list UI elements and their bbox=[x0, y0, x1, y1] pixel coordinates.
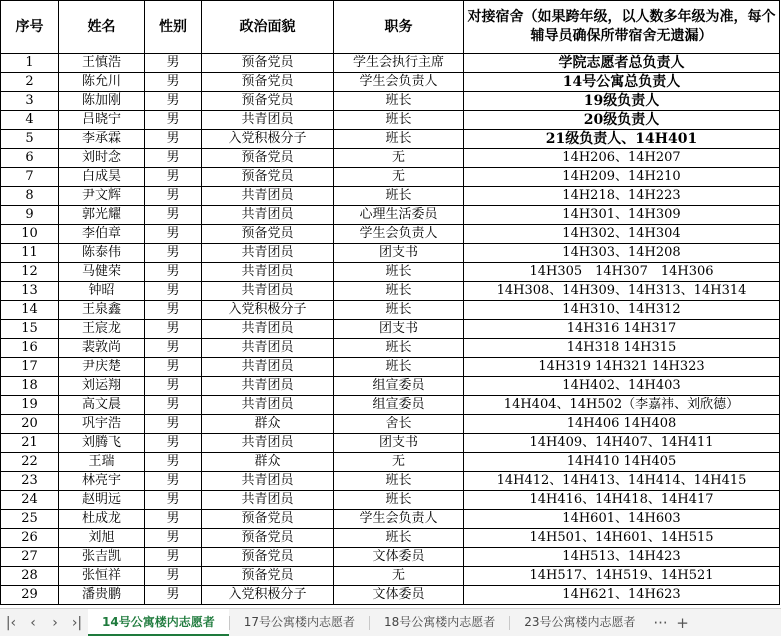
cell-position[interactable]: 班长 bbox=[334, 130, 464, 149]
cell-index[interactable]: 7 bbox=[1, 168, 59, 187]
tab-sheet-14[interactable]: 14号公寓楼内志愿者 bbox=[88, 609, 229, 636]
cell-name[interactable]: 尹庆楚 bbox=[59, 358, 145, 377]
cell-index[interactable]: 3 bbox=[1, 92, 59, 111]
cell-political-status[interactable]: 预备党员 bbox=[202, 54, 334, 73]
cell-position[interactable]: 班长 bbox=[334, 111, 464, 130]
header-index[interactable]: 序号 bbox=[1, 1, 59, 54]
header-row bbox=[1, 1, 780, 54]
cell-gender[interactable]: 男 bbox=[145, 472, 202, 491]
cell-index[interactable]: 26 bbox=[1, 529, 59, 548]
cell-name[interactable]: 吕晓宁 bbox=[59, 111, 145, 130]
cell-index[interactable]: 13 bbox=[1, 282, 59, 301]
cell-gender[interactable]: 男 bbox=[145, 187, 202, 206]
cell-gender[interactable]: 男 bbox=[145, 396, 202, 415]
cell-name[interactable]: 裴敦尚 bbox=[59, 339, 145, 358]
table-row bbox=[1, 567, 780, 586]
cell-dorm[interactable]: 14H501、14H601、14H515 bbox=[464, 529, 780, 548]
cell-dorm[interactable]: 14H310、14H312 bbox=[464, 301, 780, 320]
cell-name[interactable]: 张吉凯 bbox=[59, 548, 145, 567]
cell-dorm[interactable]: 14H218、14H223 bbox=[464, 187, 780, 206]
more-sheets-icon[interactable]: ··· bbox=[653, 613, 668, 632]
cell-gender[interactable]: 男 bbox=[145, 130, 202, 149]
table-row bbox=[1, 510, 780, 529]
cell-political-status[interactable]: 预备党员 bbox=[202, 92, 334, 111]
cell-dorm[interactable]: 14H402、14H403 bbox=[464, 377, 780, 396]
header-name[interactable]: 姓名 bbox=[59, 1, 145, 54]
cell-name[interactable]: 巩宇浩 bbox=[59, 415, 145, 434]
cell-position[interactable]: 组宣委员 bbox=[334, 396, 464, 415]
cell-dorm[interactable]: 14H513、14H423 bbox=[464, 548, 780, 567]
cell-gender[interactable]: 男 bbox=[145, 415, 202, 434]
tab-sheet-17[interactable]: 17号公寓楼内志愿者 bbox=[243, 615, 355, 629]
cell-name[interactable]: 林亮宇 bbox=[59, 472, 145, 491]
header-political-status[interactable]: 政治面貌 bbox=[202, 1, 334, 54]
cell-dorm[interactable]: 14H409、14H407、14H411 bbox=[464, 434, 780, 453]
cell-dorm[interactable]: 14H406 14H408 bbox=[464, 415, 780, 434]
cell-position[interactable]: 班长 bbox=[334, 358, 464, 377]
next-sheet-icon[interactable]: › bbox=[52, 614, 58, 631]
cell-gender[interactable]: 男 bbox=[145, 491, 202, 510]
cell-gender[interactable]: 男 bbox=[145, 358, 202, 377]
cell-political-status[interactable]: 共青团员 bbox=[202, 358, 334, 377]
table-row bbox=[1, 339, 780, 358]
cell-position[interactable]: 心理生活委员 bbox=[334, 206, 464, 225]
cell-gender[interactable]: 男 bbox=[145, 320, 202, 339]
cell-index[interactable]: 24 bbox=[1, 491, 59, 510]
cell-index[interactable]: 25 bbox=[1, 510, 59, 529]
cell-dorm[interactable]: 20级负责人 bbox=[464, 111, 780, 130]
table-row bbox=[1, 415, 780, 434]
cell-dorm[interactable]: 14H319 14H321 14H323 bbox=[464, 358, 780, 377]
cell-dorm[interactable]: 14H316 14H317 bbox=[464, 320, 780, 339]
add-sheet-icon[interactable]: + bbox=[676, 613, 689, 632]
cell-political-status[interactable]: 共青团员 bbox=[202, 263, 334, 282]
cell-political-status[interactable]: 共青团员 bbox=[202, 320, 334, 339]
cell-political-status[interactable]: 预备党员 bbox=[202, 548, 334, 567]
cell-index[interactable]: 2 bbox=[1, 73, 59, 92]
cell-gender[interactable]: 男 bbox=[145, 567, 202, 586]
table-row bbox=[1, 73, 780, 92]
table-row bbox=[1, 225, 780, 244]
cell-gender[interactable]: 男 bbox=[145, 529, 202, 548]
cell-name[interactable]: 赵明远 bbox=[59, 491, 145, 510]
cell-dorm[interactable]: 14H318 14H315 bbox=[464, 339, 780, 358]
cell-gender[interactable]: 男 bbox=[145, 586, 202, 605]
cell-political-status[interactable]: 共青团员 bbox=[202, 491, 334, 510]
table-row bbox=[1, 491, 780, 510]
table-row bbox=[1, 396, 780, 415]
cell-gender[interactable]: 男 bbox=[145, 263, 202, 282]
cell-political-status[interactable]: 共青团员 bbox=[202, 339, 334, 358]
cell-position[interactable]: 文体委员 bbox=[334, 586, 464, 605]
cell-index[interactable]: 19 bbox=[1, 396, 59, 415]
cell-position[interactable]: 舍长 bbox=[334, 415, 464, 434]
cell-position[interactable]: 无 bbox=[334, 567, 464, 586]
cell-political-status[interactable]: 入党积极分子 bbox=[202, 301, 334, 320]
header-gender[interactable]: 性别 bbox=[145, 1, 202, 54]
cell-dorm[interactable]: 14H308、14H309、14H313、14H314 bbox=[464, 282, 780, 301]
cell-gender[interactable]: 男 bbox=[145, 339, 202, 358]
cell-gender[interactable]: 男 bbox=[145, 111, 202, 130]
cell-name[interactable]: 王泉鑫 bbox=[59, 301, 145, 320]
cell-position[interactable]: 班长 bbox=[334, 282, 464, 301]
cell-position[interactable]: 班长 bbox=[334, 529, 464, 548]
cell-political-status[interactable]: 共青团员 bbox=[202, 187, 334, 206]
cell-position[interactable]: 无 bbox=[334, 168, 464, 187]
cell-political-status[interactable]: 群众 bbox=[202, 415, 334, 434]
table-row bbox=[1, 244, 780, 263]
cell-index[interactable]: 12 bbox=[1, 263, 59, 282]
cell-name[interactable]: 钟昭 bbox=[59, 282, 145, 301]
cell-name[interactable]: 陈加刚 bbox=[59, 92, 145, 111]
cell-name[interactable]: 潘贵鹏 bbox=[59, 586, 145, 605]
cell-dorm[interactable]: 14H621、14H623 bbox=[464, 586, 780, 605]
cell-political-status[interactable]: 共青团员 bbox=[202, 206, 334, 225]
cell-name[interactable]: 刘腾飞 bbox=[59, 434, 145, 453]
cell-name[interactable]: 高文晨 bbox=[59, 396, 145, 415]
cell-political-status[interactable]: 预备党员 bbox=[202, 529, 334, 548]
cell-position[interactable]: 班长 bbox=[334, 92, 464, 111]
table-row bbox=[1, 358, 780, 377]
cell-political-status[interactable]: 预备党员 bbox=[202, 567, 334, 586]
cell-position[interactable]: 班长 bbox=[334, 263, 464, 282]
table-row bbox=[1, 92, 780, 111]
cell-index[interactable]: 11 bbox=[1, 244, 59, 263]
cell-dorm[interactable]: 学院志愿者总负责人 bbox=[464, 54, 780, 73]
cell-gender[interactable]: 男 bbox=[145, 510, 202, 529]
cell-position[interactable]: 学生会执行主席 bbox=[334, 54, 464, 73]
cell-name[interactable]: 李承霖 bbox=[59, 130, 145, 149]
cell-political-status[interactable]: 共青团员 bbox=[202, 377, 334, 396]
table-row bbox=[1, 168, 780, 187]
table-row bbox=[1, 586, 780, 605]
cell-index[interactable]: 15 bbox=[1, 320, 59, 339]
cell-name[interactable]: 郭光耀 bbox=[59, 206, 145, 225]
cell-gender[interactable]: 男 bbox=[145, 92, 202, 111]
cell-dorm[interactable]: 14H209、14H210 bbox=[464, 168, 780, 187]
cell-gender[interactable]: 男 bbox=[145, 244, 202, 263]
last-sheet-icon[interactable]: ›| bbox=[71, 614, 83, 631]
cell-position[interactable]: 文体委员 bbox=[334, 548, 464, 567]
cell-name[interactable]: 马健荣 bbox=[59, 263, 145, 282]
header-dorm[interactable]: 对接宿舍（如果跨年级，以人数多年级为准，每个辅导员确保所带宿舍无遗漏） bbox=[464, 1, 780, 54]
cell-dorm[interactable]: 21级负责人、14H401 bbox=[464, 130, 780, 149]
cell-gender[interactable]: 男 bbox=[145, 149, 202, 168]
cell-position[interactable]: 团支书 bbox=[334, 320, 464, 339]
cell-position[interactable]: 无 bbox=[334, 453, 464, 472]
first-sheet-icon[interactable]: |‹ bbox=[5, 614, 17, 631]
cell-name[interactable]: 刘运翔 bbox=[59, 377, 145, 396]
cell-dorm[interactable]: 14H601、14H603 bbox=[464, 510, 780, 529]
cell-dorm[interactable]: 14H305 14H307 14H306 bbox=[464, 263, 780, 282]
table-row bbox=[1, 187, 780, 206]
cell-gender[interactable]: 男 bbox=[145, 168, 202, 187]
cell-name[interactable]: 王宸龙 bbox=[59, 320, 145, 339]
cell-dorm[interactable]: 14H412、14H413、14H414、14H415 bbox=[464, 472, 780, 491]
table-row bbox=[1, 282, 780, 301]
table-row bbox=[1, 434, 780, 453]
cell-gender[interactable]: 男 bbox=[145, 73, 202, 92]
cell-name[interactable]: 王瑞 bbox=[59, 453, 145, 472]
cell-index[interactable]: 1 bbox=[1, 54, 59, 73]
cell-political-status[interactable]: 入党积极分子 bbox=[202, 586, 334, 605]
table-row bbox=[1, 149, 780, 168]
table-row bbox=[1, 130, 780, 149]
cell-dorm[interactable]: 14号公寓总负责人 bbox=[464, 73, 780, 92]
table-row bbox=[1, 453, 780, 472]
cell-dorm[interactable]: 19级负责人 bbox=[464, 92, 780, 111]
cell-position[interactable]: 学生会负责人 bbox=[334, 510, 464, 529]
cell-political-status[interactable]: 群众 bbox=[202, 453, 334, 472]
cell-index[interactable]: 18 bbox=[1, 377, 59, 396]
cell-dorm[interactable]: 14H302、14H304 bbox=[464, 225, 780, 244]
cell-index[interactable]: 21 bbox=[1, 434, 59, 453]
cell-position[interactable]: 班长 bbox=[334, 187, 464, 206]
table-row bbox=[1, 529, 780, 548]
cell-political-status[interactable]: 入党积极分子 bbox=[202, 130, 334, 149]
cell-dorm[interactable]: 14H303、14H208 bbox=[464, 244, 780, 263]
cell-political-status[interactable]: 共青团员 bbox=[202, 282, 334, 301]
cell-dorm[interactable]: 14H404、14H502（李嘉祎、刘欣德） bbox=[464, 396, 780, 415]
cell-position[interactable]: 班长 bbox=[334, 301, 464, 320]
cell-political-status[interactable]: 共青团员 bbox=[202, 244, 334, 263]
cell-name[interactable]: 李伯章 bbox=[59, 225, 145, 244]
cell-position[interactable]: 无 bbox=[334, 149, 464, 168]
cell-dorm[interactable]: 14H301、14H309 bbox=[464, 206, 780, 225]
cell-gender[interactable]: 男 bbox=[145, 54, 202, 73]
table-row bbox=[1, 206, 780, 225]
cell-position[interactable]: 学生会负责人 bbox=[334, 73, 464, 92]
cell-dorm[interactable]: 14H517、14H519、14H521 bbox=[464, 567, 780, 586]
cell-position[interactable]: 班长 bbox=[334, 339, 464, 358]
cell-name[interactable]: 陈泰伟 bbox=[59, 244, 145, 263]
table-row bbox=[1, 320, 780, 339]
cell-political-status[interactable]: 预备党员 bbox=[202, 73, 334, 92]
cell-position[interactable]: 组宣委员 bbox=[334, 377, 464, 396]
cell-index[interactable]: 14 bbox=[1, 301, 59, 320]
tab-sheet-18[interactable]: 18号公寓楼内志愿者 bbox=[383, 615, 496, 629]
cell-political-status[interactable]: 共青团员 bbox=[202, 472, 334, 491]
cell-name[interactable]: 刘时念 bbox=[59, 149, 145, 168]
cell-position[interactable]: 学生会负责人 bbox=[334, 225, 464, 244]
table-row bbox=[1, 377, 780, 396]
cell-index[interactable]: 16 bbox=[1, 339, 59, 358]
cell-index[interactable]: 8 bbox=[1, 187, 59, 206]
cell-political-status[interactable]: 共青团员 bbox=[202, 396, 334, 415]
cell-gender[interactable]: 男 bbox=[145, 301, 202, 320]
header-position[interactable]: 职务 bbox=[334, 1, 464, 54]
cell-dorm[interactable]: 14H416、14H418、14H417 bbox=[464, 491, 780, 510]
cell-index[interactable]: 28 bbox=[1, 567, 59, 586]
cell-position[interactable]: 团支书 bbox=[334, 434, 464, 453]
cell-political-status[interactable]: 预备党员 bbox=[202, 510, 334, 529]
cell-index[interactable]: 10 bbox=[1, 225, 59, 244]
table-row bbox=[1, 263, 780, 282]
prev-sheet-icon[interactable]: ‹ bbox=[30, 614, 36, 631]
cell-political-status[interactable]: 共青团员 bbox=[202, 434, 334, 453]
cell-name[interactable]: 杜成龙 bbox=[59, 510, 145, 529]
cell-gender[interactable]: 男 bbox=[145, 434, 202, 453]
cell-index[interactable]: 9 bbox=[1, 206, 59, 225]
cell-name[interactable]: 刘旭 bbox=[59, 529, 145, 548]
cell-name[interactable]: 白成昊 bbox=[59, 168, 145, 187]
cell-index[interactable]: 23 bbox=[1, 472, 59, 491]
cell-index[interactable]: 27 bbox=[1, 548, 59, 567]
table-row bbox=[1, 111, 780, 130]
cell-gender[interactable]: 男 bbox=[145, 282, 202, 301]
cell-dorm[interactable]: 14H410 14H405 bbox=[464, 453, 780, 472]
cell-name[interactable]: 陈允川 bbox=[59, 73, 145, 92]
cell-gender[interactable]: 男 bbox=[145, 377, 202, 396]
cell-position[interactable]: 班长 bbox=[334, 472, 464, 491]
cell-gender[interactable]: 男 bbox=[145, 548, 202, 567]
cell-index[interactable]: 20 bbox=[1, 415, 59, 434]
cell-gender[interactable]: 男 bbox=[145, 206, 202, 225]
cell-political-status[interactable]: 预备党员 bbox=[202, 225, 334, 244]
cell-name[interactable]: 王慎浩 bbox=[59, 54, 145, 73]
cell-gender[interactable]: 男 bbox=[145, 453, 202, 472]
cell-index[interactable]: 5 bbox=[1, 130, 59, 149]
table-row bbox=[1, 472, 780, 491]
cell-name[interactable]: 尹文辉 bbox=[59, 187, 145, 206]
cell-political-status[interactable]: 预备党员 bbox=[202, 149, 334, 168]
cell-political-status[interactable]: 预备党员 bbox=[202, 168, 334, 187]
cell-index[interactable]: 29 bbox=[1, 586, 59, 605]
cell-position[interactable]: 班长 bbox=[334, 491, 464, 510]
cell-name[interactable]: 张恒祥 bbox=[59, 567, 145, 586]
cell-gender[interactable]: 男 bbox=[145, 225, 202, 244]
cell-index[interactable]: 22 bbox=[1, 453, 59, 472]
cell-index[interactable]: 6 bbox=[1, 149, 59, 168]
cell-index[interactable]: 17 bbox=[1, 358, 59, 377]
table-row bbox=[1, 301, 780, 320]
sheet-tab-bar bbox=[0, 608, 781, 636]
cell-position[interactable]: 团支书 bbox=[334, 244, 464, 263]
cell-political-status[interactable]: 共青团员 bbox=[202, 111, 334, 130]
cell-dorm[interactable]: 14H206、14H207 bbox=[464, 149, 780, 168]
table-row bbox=[1, 548, 780, 567]
cell-index[interactable]: 4 bbox=[1, 111, 59, 130]
tab-sheet-23[interactable]: 23号公寓楼内志愿者 bbox=[524, 615, 636, 629]
table-row bbox=[1, 54, 780, 73]
